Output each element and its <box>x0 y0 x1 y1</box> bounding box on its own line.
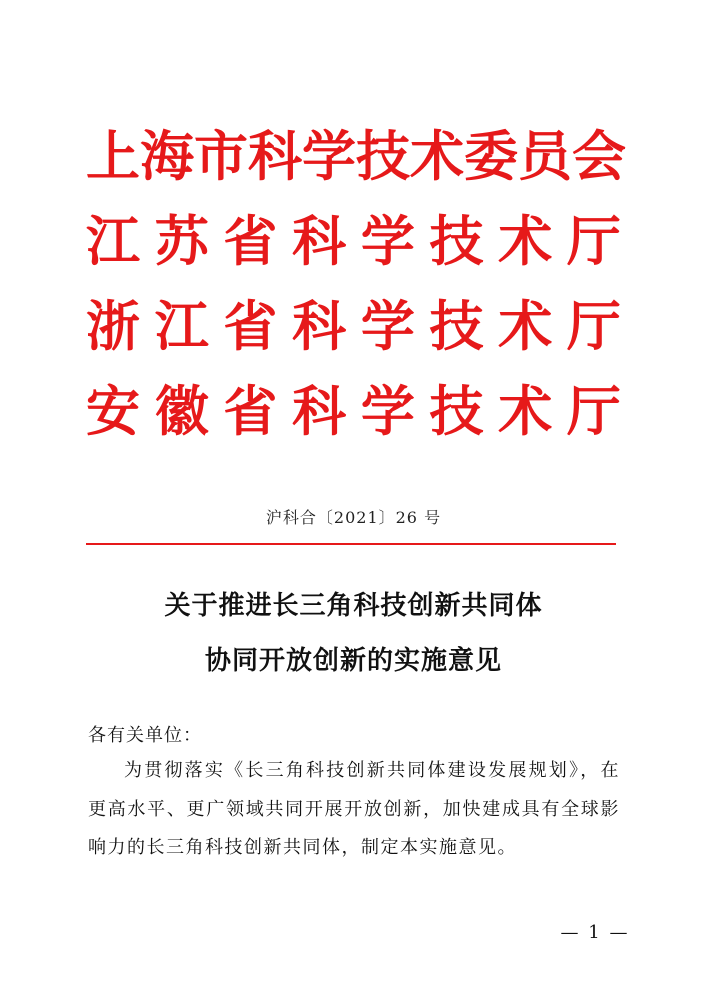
issuer-char: 术 <box>498 380 553 443</box>
issuer-char: 厅 <box>566 295 621 358</box>
issuer-char: 员 <box>518 125 572 188</box>
issuer-char: 厅 <box>566 380 621 443</box>
issuer-char: 海 <box>140 125 194 188</box>
issuer-char: 苏 <box>154 210 209 273</box>
issuer-char: 学 <box>302 125 356 188</box>
issuer-line-jiangsu <box>86 203 621 281</box>
issuer-char: 江 <box>154 295 209 358</box>
issuer-char: 科 <box>248 125 302 188</box>
issuer-char: 厅 <box>566 210 621 273</box>
issuer-char: 技 <box>356 125 410 188</box>
issuer-line-zhejiang <box>86 288 621 366</box>
document-title-line-1: 关于推进长三角科技创新共同体 <box>164 591 543 621</box>
page-number: — 1 — <box>560 922 630 943</box>
issuer-char: 学 <box>360 210 415 273</box>
issuer-char: 委 <box>464 125 518 188</box>
issuer-char: 安 <box>86 380 140 443</box>
issuer-char: 术 <box>410 125 464 188</box>
issuer-char: 学 <box>360 380 415 443</box>
issuer-char: 江 <box>86 210 140 273</box>
issuer-char: 市 <box>194 125 248 188</box>
issuer-char: 徽 <box>154 380 209 443</box>
issuer-char: 省 <box>223 380 278 443</box>
issuer-char: 技 <box>429 295 484 358</box>
red-divider <box>86 543 616 545</box>
issuer-char: 省 <box>223 210 278 273</box>
issuer-char: 科 <box>292 210 347 273</box>
issuer-char: 浙 <box>86 295 140 358</box>
issuer-char: 科 <box>292 380 347 443</box>
issuer-line-anhui <box>86 373 621 451</box>
issuer-char: 技 <box>429 210 484 273</box>
body-paragraph: 为贯彻落实《长三角科技创新共同体建设发展规划》，在更高水平、更广领域共同开展开放创新，加快建成具有全球影响力的长三角科技创新共同体，制定本实施意见。 <box>88 760 620 858</box>
issuer-char: 上 <box>86 125 140 188</box>
document-number: 沪科合〔2021〕26 号 <box>265 508 442 527</box>
issuer-char: 省 <box>223 295 278 358</box>
issuer-line-shanghai <box>86 118 626 196</box>
issuer-char: 技 <box>429 380 484 443</box>
issuer-char: 术 <box>498 210 553 273</box>
issuer-char: 术 <box>498 295 553 358</box>
issuer-char: 科 <box>292 295 347 358</box>
issuer-char: 学 <box>360 295 415 358</box>
document-title-line-2: 协同开放创新的实施意见 <box>204 646 502 676</box>
salutation: 各有关单位： <box>88 725 202 746</box>
issuer-char: 会 <box>572 125 626 188</box>
